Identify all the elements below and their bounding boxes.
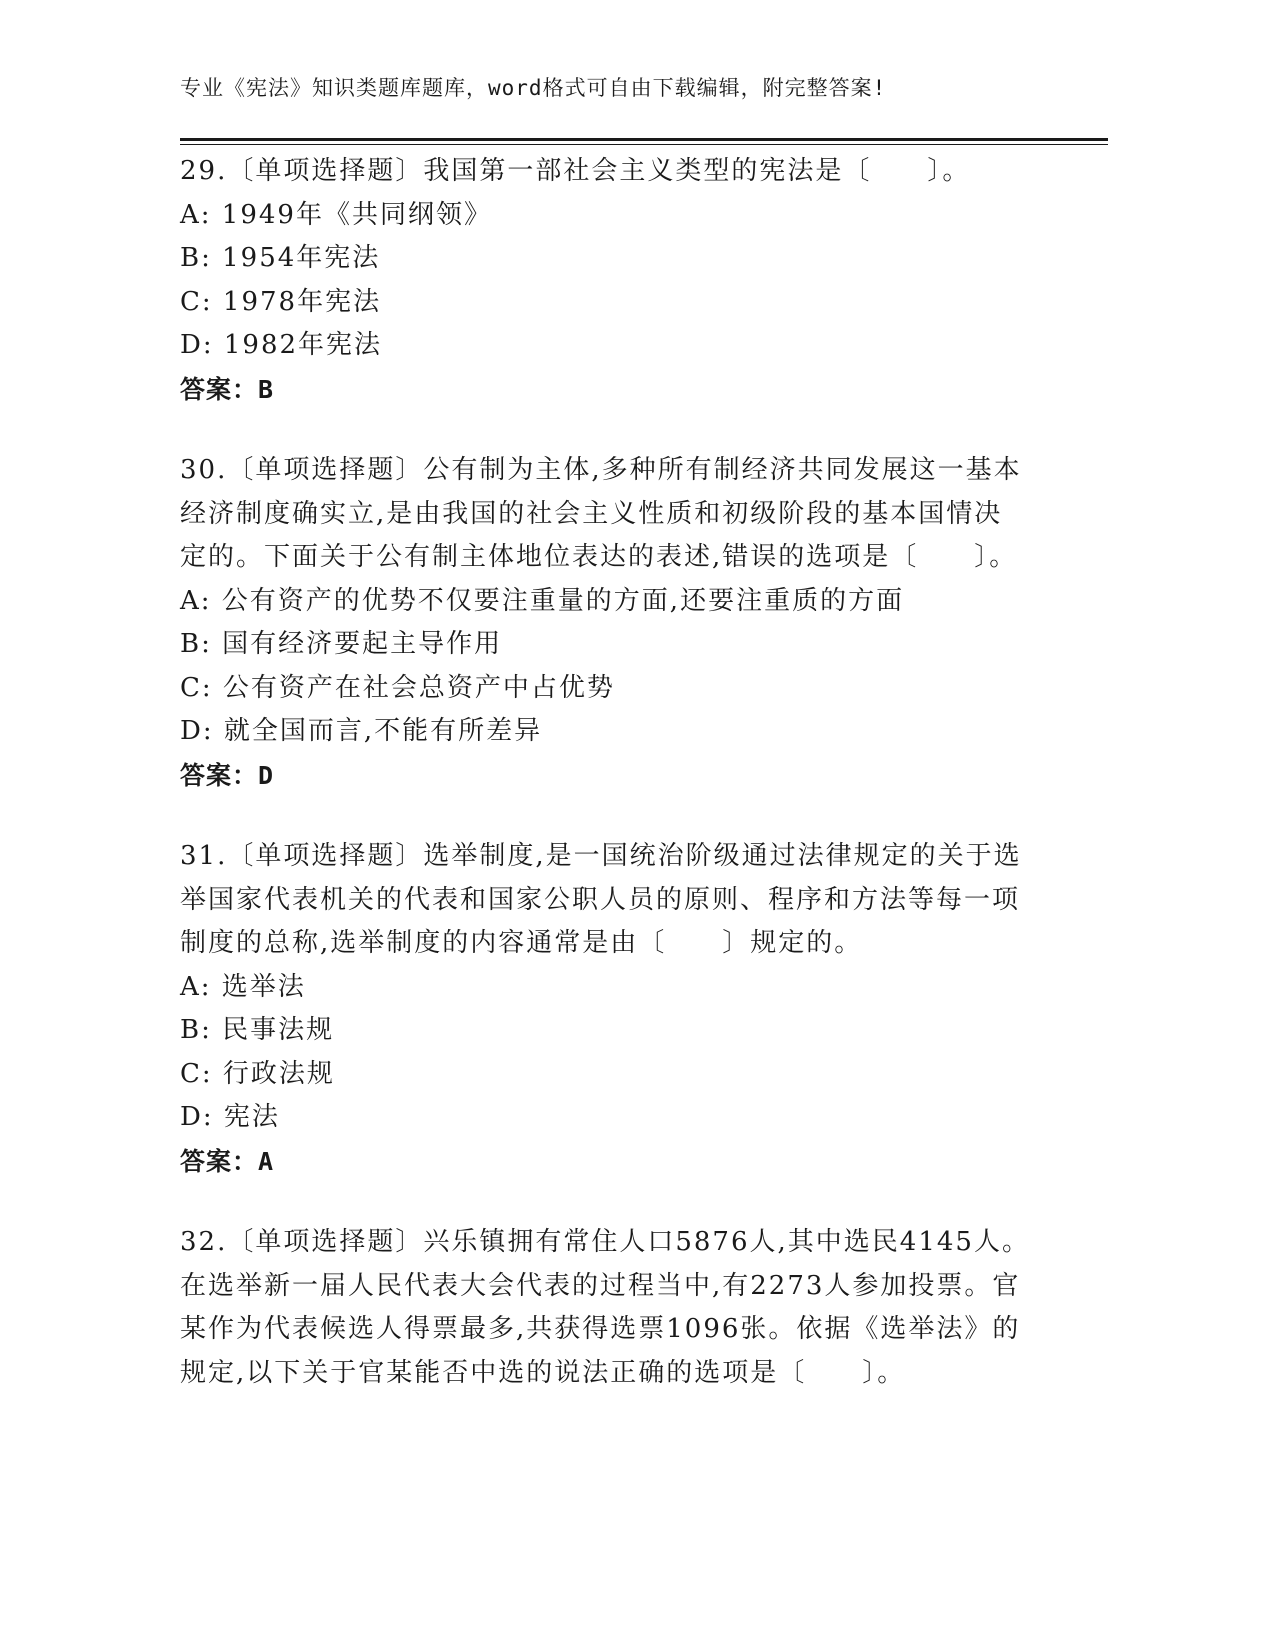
header-rule-thick <box>180 138 1108 141</box>
question-text: 30.〔单项选择题〕公有制为主体,多种所有制经济共同发展这一基本经济制度确实立,是由我国的社会主义性质和初级阶段的基本国情决定的。下面关于公有制主体地位表达的表述,错误的选项是〔 〕。 <box>180 455 1022 572</box>
option-b: B: 民事法规 <box>180 1015 335 1045</box>
option-d: D: 就全国而言,不能有所差异 <box>180 716 543 746</box>
header-rule-thin <box>180 144 1108 145</box>
option-b: B: 1954年宪法 <box>180 243 381 273</box>
option-a: A: 公有资产的优势不仅要注重量的方面,还要注重质的方面 <box>180 585 905 616</box>
answer-line: 答案：A <box>180 1146 275 1176</box>
question-31 <box>180 835 1030 1183</box>
answer-line: 答案：B <box>180 374 275 404</box>
option-c: C: 行政法规 <box>180 1058 335 1089</box>
option-b: B: 国有经济要起主导作用 <box>180 629 503 659</box>
option-a: A: 选举法 <box>180 971 306 1002</box>
option-d: D: 宪法 <box>180 1102 280 1132</box>
question-29 <box>180 150 1030 411</box>
option-c: C: 公有资产在社会总资产中占优势 <box>180 672 615 703</box>
answer-line: 答案：D <box>180 760 275 790</box>
question-text: 32.〔单项选择题〕兴乐镇拥有常住人口5876人,其中选民4145人。在选举新一届人民代表大会代表的过程当中,有2273人参加投票。官某作为代表候选人得票最多,共获得选票1096张。依据《选举法》的规定,以下关于官某能否中选的说法正确的选项是〔 〕。 <box>180 1227 1030 1388</box>
question-30 <box>180 449 1030 797</box>
question-32 <box>180 1221 1030 1395</box>
option-c: C: 1978年宪法 <box>180 286 382 317</box>
document-header: 专业《宪法》知识类题库题库，word格式可自由下载编辑，附完整答案! <box>180 76 887 100</box>
question-text: 29.〔单项选择题〕我国第一部社会主义类型的宪法是〔 〕。 <box>180 156 971 186</box>
question-list <box>180 150 1030 1395</box>
question-text: 31.〔单项选择题〕选举制度,是一国统治阶级通过法律规定的关于选举国家代表机关的代表和国家公职人员的原则、程序和方法等每一项制度的总称,选举制度的内容通常是由〔 〕规定的。 <box>180 841 1022 958</box>
option-a: A: 1949年《共同纲领》 <box>180 199 492 230</box>
option-d: D: 1982年宪法 <box>180 330 383 360</box>
